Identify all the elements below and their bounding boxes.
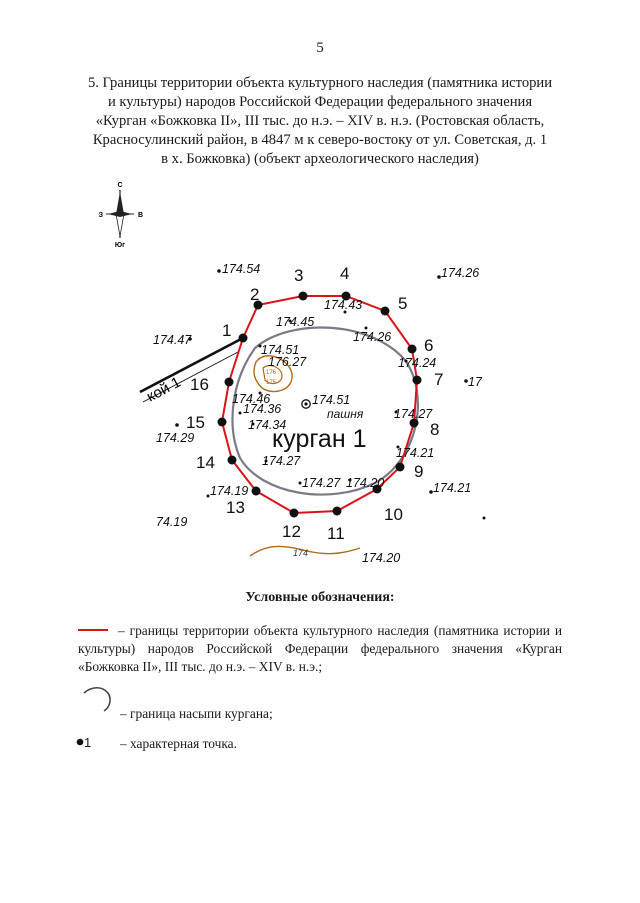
- legend-point-text: – характерная точка.: [120, 736, 237, 751]
- compass-rose-icon: [99, 182, 143, 249]
- elevation-label: 174.45: [276, 315, 315, 329]
- elevation-label: 174.27: [302, 476, 341, 490]
- mound-label: курган 1: [272, 425, 367, 453]
- legend-heading: Условные обозначения:: [245, 590, 395, 605]
- elevation-label: 174.19: [210, 484, 249, 498]
- compass-east: В: [138, 212, 144, 219]
- elevation-label: 174.51: [312, 393, 351, 407]
- elevation-label: 174.43: [324, 298, 363, 312]
- elevation-label: 174.20: [362, 551, 401, 565]
- elevation-label: 174: [293, 548, 309, 558]
- elevation-label: 174.36: [243, 402, 282, 416]
- point-label: 6: [424, 336, 434, 355]
- elevation-label: 17: [468, 375, 482, 389]
- title-line: Красносулинский район, в 4847 м к северо-востоку от ул. Советская, д. 1: [92, 132, 548, 148]
- point-label: 13: [226, 498, 245, 517]
- elevation-label: 174.24: [398, 356, 437, 370]
- elevation-label: 174.29: [156, 431, 195, 445]
- elevation-label: 174.47: [153, 333, 192, 347]
- point-label: 16: [190, 375, 209, 394]
- elevation-label: 174.46: [232, 392, 271, 406]
- title-line: и культуры) народов Российской Федерации федерального значения: [107, 94, 533, 110]
- point-label: 9: [414, 462, 424, 481]
- point-label: 15: [186, 413, 205, 432]
- point-label: 8: [430, 420, 440, 439]
- point-label: 2: [250, 285, 260, 304]
- elevation-label: 174.54: [222, 262, 261, 276]
- document-title: [70, 74, 570, 169]
- elevation-label: 174.26: [353, 330, 392, 344]
- legend-mound-text: – граница насыпи кургана;: [120, 706, 273, 721]
- point-label: 3: [294, 266, 304, 285]
- point-label: 7: [434, 370, 444, 389]
- contour-label: 175: [266, 380, 277, 386]
- point-label: 11: [327, 524, 345, 543]
- title-line: в х. Божковка) (объект археологического наследия): [161, 151, 479, 167]
- compass-south: Юг: [114, 242, 126, 249]
- point-label: 12: [282, 522, 301, 541]
- elevation-label: 174.21: [396, 446, 435, 460]
- compass-west: З: [98, 212, 103, 219]
- elevation-label: 174.51: [261, 343, 300, 357]
- elevation-label: 174.27: [394, 407, 433, 421]
- title-line: 5. Границы территории объекта культурного наследия (памятника истории: [87, 75, 553, 91]
- elevation-label: 174.21: [433, 481, 472, 495]
- point-label: 4: [340, 264, 350, 283]
- elevation-label: 176.27: [268, 355, 307, 369]
- title-line: «Курган «Божковка II», III тыс. до н.э. – XIV в. н.э. (Ростовская область,: [95, 113, 545, 129]
- compass-north: С: [117, 182, 123, 189]
- elevation-label: 174.34: [248, 418, 287, 432]
- elevation-label: 74.19: [156, 515, 188, 529]
- page-number: 5: [316, 40, 324, 56]
- elevation-label: 174.27: [262, 454, 301, 468]
- point-label: 10: [384, 505, 403, 524]
- site-plan-map: [0, 170, 640, 575]
- point-label: 14: [196, 453, 215, 472]
- point-label: 5: [398, 294, 408, 313]
- field-label: пашня: [327, 407, 364, 421]
- legend-point-number: 1: [84, 735, 92, 750]
- contour-label: 176: [266, 370, 277, 376]
- point-label: 1: [222, 321, 232, 340]
- elevation-label: 174.26: [441, 266, 480, 280]
- elevation-label: 174.20: [346, 476, 385, 490]
- road-label: кой 1: [143, 373, 184, 406]
- legend-boundary-text: – границы территории объекта культурного наследия (памятника истории и культуры) народов Российской Федерации федерального значения «Курган «Божковка II», III тыс. до н.э. – XIV в. н.э.;: [78, 623, 562, 674]
